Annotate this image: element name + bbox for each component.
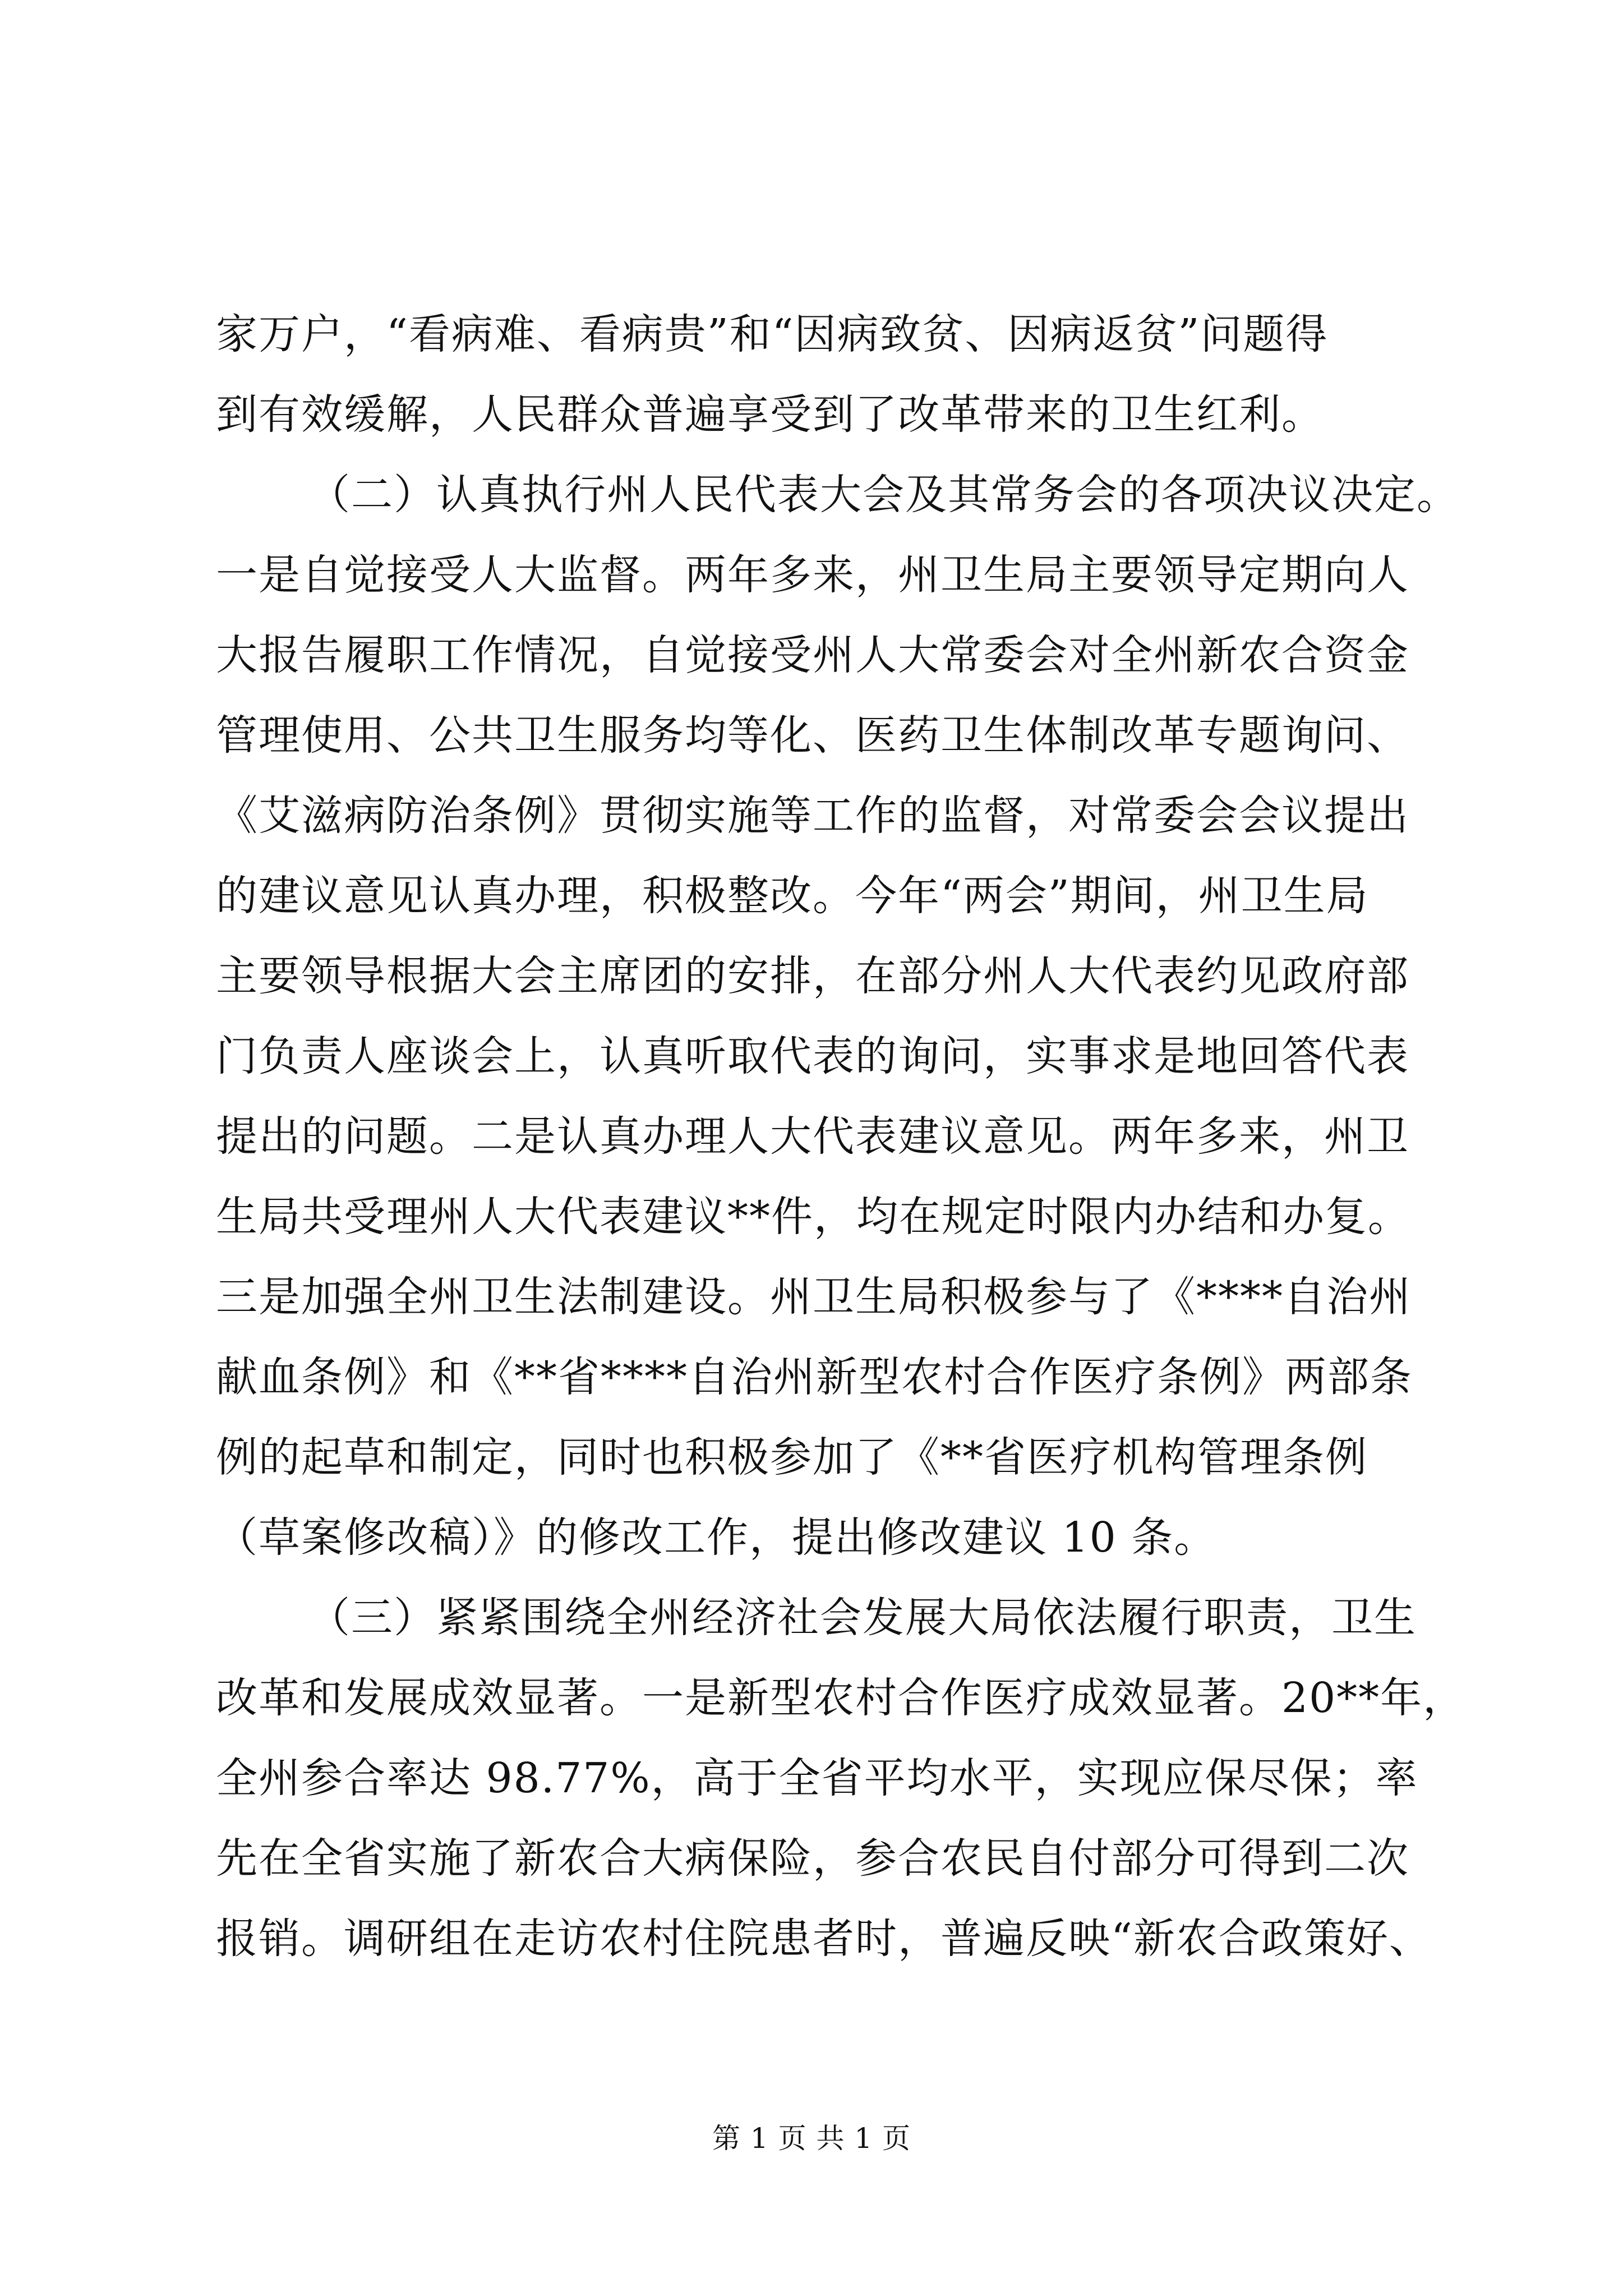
- text-line: 的建议意见认真办理，积极整改。今年“两会”期间，州卫生局: [216, 872, 1369, 920]
- text-line: 献血条例》和《**省****自治州新型农村合作医疗条例》两部条: [216, 1353, 1413, 1401]
- page-number-footer: 第 1 页 共 1 页: [712, 2122, 911, 2155]
- text-line: 全州参合率达 98.77%，高于全省平均水平，实现应保尽保；率: [216, 1754, 1418, 1802]
- text-line: 主要领导根据大会主席团的安排，在部分州人大代表约见政府部: [216, 952, 1409, 1000]
- text-line: 报销。调研组在走访农村住院患者时，普遍反映“新农合政策好、: [216, 1915, 1432, 1963]
- section-heading-line: （三）紧紧围绕全州经济社会发展大局依法履行职责，卫生: [308, 1594, 1417, 1642]
- text-line: （草案修改稿）》的修改工作，提出修改建议 10 条。: [216, 1513, 1217, 1562]
- text-line: 先在全省实施了新农合大病保险，参合农民自付部分可得到二次: [216, 1834, 1409, 1883]
- text-line: 改革和发展成效显著。一是新型农村合作医疗成效显著。20**年，: [216, 1674, 1466, 1722]
- text-line: 到有效缓解，人民群众普遍享受到了改革带来的卫生红利。: [216, 390, 1324, 439]
- text-line: 三是加强全州卫生法制建设。州卫生局积极参与了《****自治州: [216, 1273, 1412, 1321]
- text-line: 《艾滋病防治条例》贯彻实施等工作的监督，对常委会会议提出: [216, 792, 1409, 840]
- text-line: 管理使用、公共卫生服务均等化、医药卫生体制改革专题询问、: [216, 711, 1409, 760]
- text-line: 家万户，“看病难、看病贵”和“因病致贫、因病返贫”问题得: [216, 310, 1329, 358]
- document-body: [216, 295, 1466, 1979]
- section-heading-line: （二）认真执行州人民代表大会及其常务会的各项决议决定。: [308, 471, 1459, 519]
- text-line: 提出的问题。二是认真办理人大代表建议意见。两年多来，州卫: [216, 1112, 1409, 1161]
- text-line: 大报告履职工作情况，自觉接受州人大常委会对全州新农合资金: [216, 631, 1409, 679]
- text-line: 生局共受理州人大代表建议**件，均在规定时限内办结和办复。: [216, 1193, 1410, 1241]
- text-line: 一是自觉接受人大监督。两年多来，州卫生局主要领导定期向人: [216, 551, 1409, 599]
- text-line: 例的起草和制定，同时也积极参加了《**省医疗机构管理条例: [216, 1433, 1368, 1481]
- text-line: 门负责人座谈会上，认真听取代表的询问，实事求是地回答代表: [216, 1032, 1409, 1080]
